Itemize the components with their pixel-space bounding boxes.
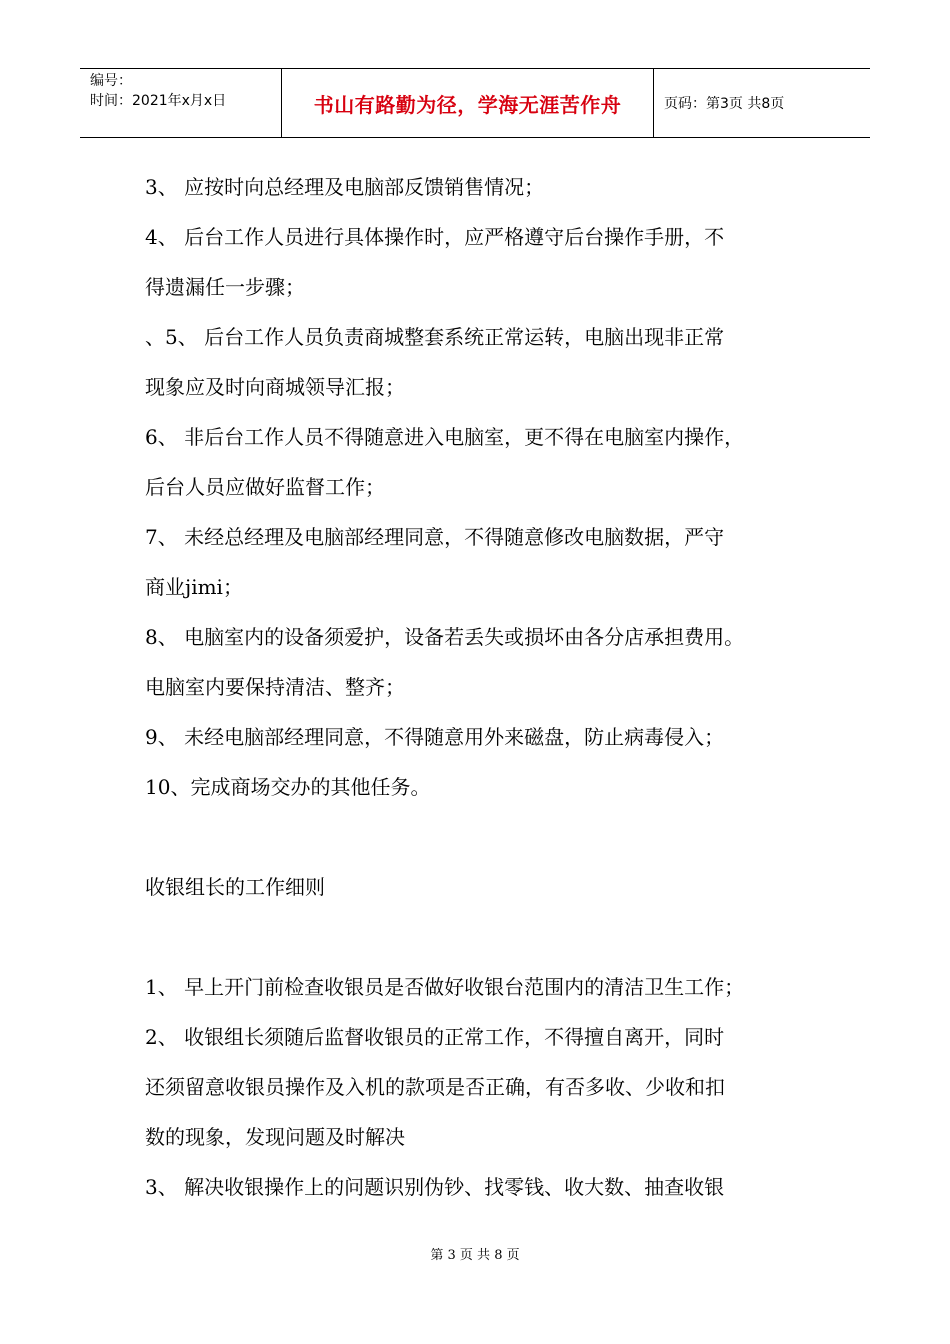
text-line: 9、 未经电脑部经理同意，不得随意用外来磁盘，防止病毒侵入；	[145, 725, 725, 749]
text-line: 10、完成商场交办的其他任务。	[145, 775, 431, 799]
text-line: 1、 早上开门前检查收银员是否做好收银台范围内的清洁卫生工作；	[145, 975, 745, 999]
text-line: 7、 未经总经理及电脑部经理同意，不得随意修改电脑数据，严守	[145, 525, 725, 549]
number-label: 编号：	[90, 73, 132, 89]
text-line: 2、 收银组长须随后监督收银员的正常工作，不得擅自离开，同时	[145, 1025, 725, 1049]
text-line: 、5、 后台工作人员负责商城整套系统正常运转，电脑出现非正常	[145, 325, 725, 349]
header-meta	[80, 69, 282, 137]
text-line: 电脑室内要保持清洁、整齐；	[145, 675, 405, 699]
text-line: 还须留意收银员操作及入机的款项是否正确，有否多收、少收和扣	[145, 1075, 725, 1099]
document-body	[145, 162, 825, 1212]
text-line: 数的现象，发现问题及时解决	[145, 1125, 405, 1149]
text-line: 3、 应按时向总经理及电脑部反馈销售情况；	[145, 175, 545, 199]
text-line: 商业jimi；	[145, 575, 243, 599]
header-motto: 书山有路勤为径，学海无涯苦作舟	[282, 69, 654, 137]
page-footer: 第 3 页 共 8 页	[430, 1248, 520, 1263]
text-line: 4、 后台工作人员进行具体操作时，应严格遵守后台操作手册，不	[145, 225, 725, 249]
date-label: 时间：2021年x月x日	[90, 93, 227, 109]
page-header	[80, 68, 870, 138]
text-line: 现象应及时向商城领导汇报；	[145, 375, 405, 399]
text-line: 8、 电脑室内的设备须爱护，设备若丢失或损坏由各分店承担费用。	[145, 625, 745, 649]
spacer	[145, 912, 825, 962]
text-line: 6、 非后台工作人员不得随意进入电脑室，更不得在电脑室内操作，	[145, 425, 745, 449]
text-line: 3、 解决收银操作上的问题识别伪钞、找零钱、收大数、抽查收银	[145, 1175, 725, 1199]
text-line: 后台人员应做好监督工作；	[145, 475, 385, 499]
header-page-info: 页码：第3页 共8页	[664, 96, 785, 112]
text-line: 得遗漏任一步骤；	[145, 275, 305, 299]
section-title: 收银组长的工作细则	[145, 875, 325, 899]
spacer	[145, 812, 825, 862]
